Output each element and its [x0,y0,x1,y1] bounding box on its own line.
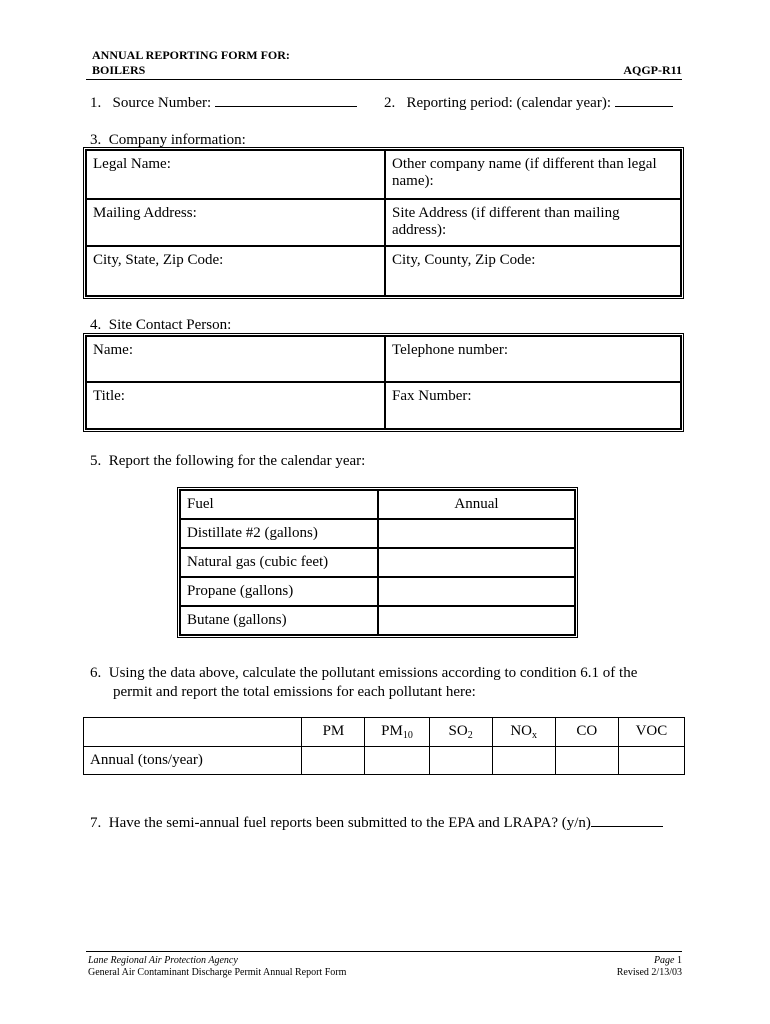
fuel-header-label: Fuel [187,496,214,512]
form-title-line1: ANNUAL REPORTING FORM FOR: [92,48,290,62]
pollutant-nox-header [492,718,555,747]
header-rule [86,79,682,80]
q4-label: Site Contact Person: [108,317,232,333]
other-company-name-label: Other company name (if different than legal name): [392,156,657,189]
company-info-table [83,147,684,299]
site-contact-heading [90,316,231,334]
voc-label: VOC [635,723,668,739]
q3-number: 3. [90,132,102,148]
form-title-line2: BOILERS [92,63,146,77]
pollutant-pm-header [302,718,365,747]
emissions-table [83,717,685,775]
so2-annual-input[interactable] [429,747,492,775]
fuel-label-distillate: Distillate #2 (gallons) [187,525,318,541]
mailing-address-label: Mailing Address: [93,205,197,221]
city-county-zip-label: City, County, Zip Code: [392,252,536,268]
city-state-zip-label: City, State, Zip Code: [93,252,224,268]
q4-number: 4. [90,317,102,333]
fuel-row-natural-gas [180,548,378,577]
emissions-corner-cell [84,718,302,747]
pm-annual-input[interactable] [302,747,365,775]
fuel-table [177,487,578,638]
source-number-field [90,94,357,112]
fuel-label-propane: Propane (gallons) [187,583,294,599]
pm10-sub: 10 [402,730,413,741]
fax-label: Fax Number: [392,388,472,404]
site-address-cell[interactable] [385,199,681,246]
footer-form-name: General Air Contaminant Discharge Permit Annual Report Form [88,967,347,978]
site-address-label: Site Address (if different than mailing address): [392,205,620,238]
pm10-annual-input[interactable] [365,747,429,775]
contact-name-cell[interactable] [86,336,385,382]
reporting-period-field [384,94,673,112]
pollutant-voc-header [618,718,684,747]
annual-input-propane[interactable] [378,577,575,606]
city-county-zip-cell[interactable] [385,246,681,296]
page-label: Page [653,955,675,966]
co-label: CO [576,723,598,739]
source-number-label: Source Number: [112,95,212,111]
contact-title-cell[interactable] [86,382,385,429]
nox-annual-input[interactable] [492,747,555,775]
annual-tons-row-label [84,747,302,775]
fuel-header [180,490,378,519]
reporting-period-input[interactable] [615,106,673,107]
city-state-zip-cell[interactable] [86,246,385,296]
q7-number: 7. [90,815,102,831]
other-company-name-cell[interactable] [385,150,681,199]
pm10-base: PM [381,723,403,739]
legal-name-label: Legal Name: [93,156,171,172]
source-number-input[interactable] [215,106,357,107]
footer-revised: Revised 2/13/03 [616,967,682,978]
page-number: 1 [677,955,682,966]
fuel-row-butane [180,606,378,635]
nox-base: NO [510,723,533,739]
annual-header-label: Annual [454,496,499,512]
footer-agency: Lane Regional Air Protection Agency [88,955,238,966]
emissions-instructions [90,664,637,682]
site-contact-table [83,333,684,432]
annual-input-distillate[interactable] [378,519,575,548]
annual-input-butane[interactable] [378,606,575,635]
telephone-cell[interactable] [385,336,681,382]
pm-label: PM [322,723,345,739]
legal-name-cell[interactable] [86,150,385,199]
contact-name-label: Name: [93,342,133,358]
q3-label: Company information: [108,132,246,148]
pollutant-pm10-header [365,718,429,747]
pollutant-co-header [555,718,618,747]
so2-base: SO [448,723,468,739]
q6-line1: Using the data above, calculate the pollutant emissions according to condition 6.1 of the [108,665,638,681]
so2-sub: 2 [467,730,473,741]
q5-label: Report the following for the calendar year: [108,453,366,469]
footer-page [654,955,682,967]
q2-number: 2. [384,95,396,111]
footer-rule [86,951,682,952]
reporting-period-label: Reporting period: (calendar year): [406,95,611,111]
nox-sub: x [532,730,538,741]
fuel-reports-question [90,814,663,832]
fuel-label-butane: Butane (gallons) [187,612,287,628]
contact-title-label: Title: [93,388,125,404]
annual-tons-label: Annual (tons/year) [90,752,203,768]
telephone-label: Telephone number: [392,342,508,358]
q7-label: Have the semi-annual fuel reports been submitted to the EPA and LRAPA? (y/n) [108,815,591,831]
form-code: AQGP-R11 [623,63,682,77]
q1-number: 1. [90,95,102,111]
q6-line2: permit and report the total emissions for each pollutant here: [113,684,476,700]
q5-number: 5. [90,453,102,469]
fuel-report-heading [90,452,365,470]
fuel-reports-answer-input[interactable] [591,826,663,827]
co-annual-input[interactable] [555,747,618,775]
fuel-row-distillate [180,519,378,548]
fuel-label-natural-gas: Natural gas (cubic feet) [187,554,329,570]
fax-cell[interactable] [385,382,681,429]
voc-annual-input[interactable] [618,747,684,775]
pollutant-so2-header [429,718,492,747]
mailing-address-cell[interactable] [86,199,385,246]
annual-input-natural-gas[interactable] [378,548,575,577]
q6-number: 6. [90,665,102,681]
fuel-row-propane [180,577,378,606]
annual-header [378,490,575,519]
